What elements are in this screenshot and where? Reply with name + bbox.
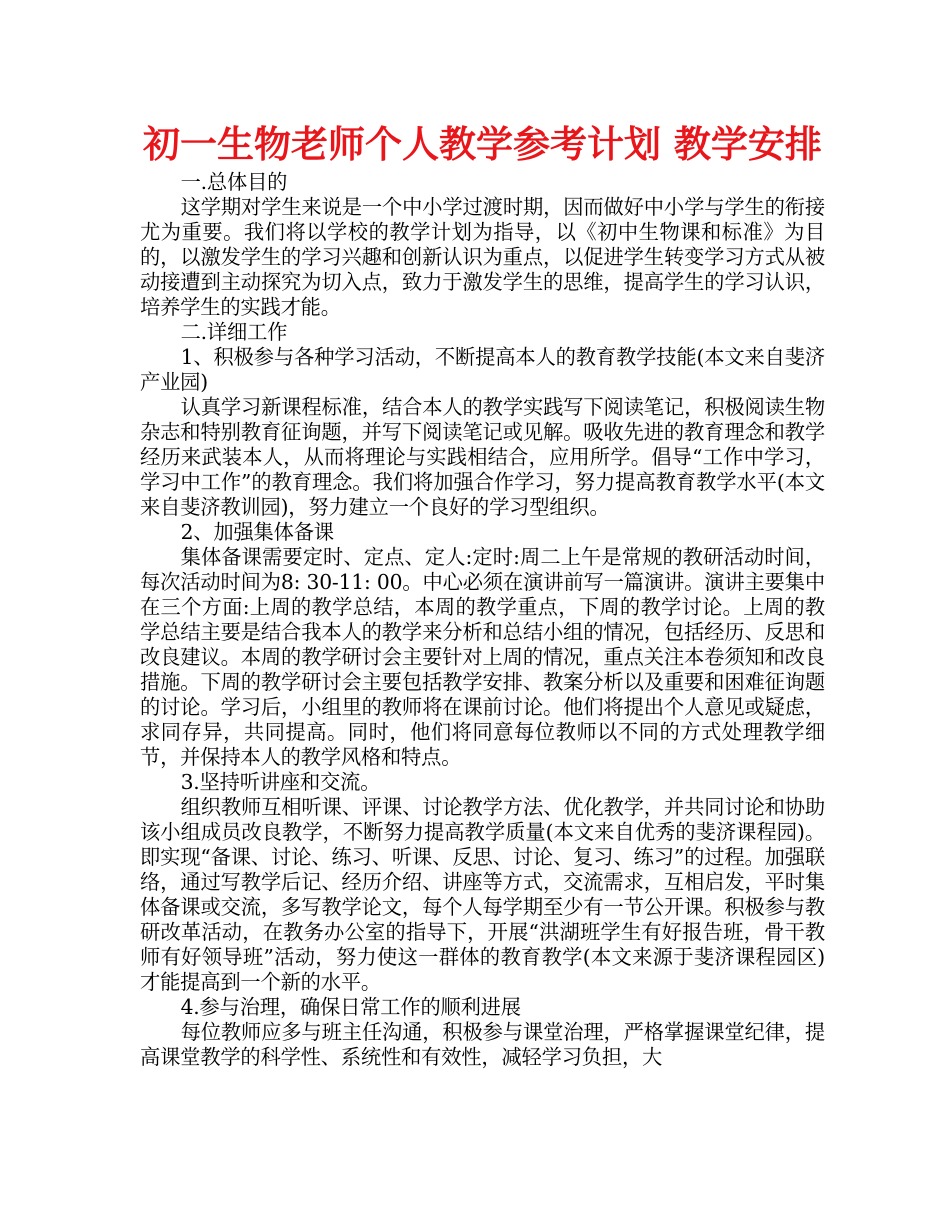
paragraph-learning-activities: 认真学习新课程标准，结合本人的教学实践写下阅读笔记，积极阅读生物杂志和特别教育征询题，并写下阅读笔记或见解。吸收先进的教育理念和教学经历来武装本人，从而将理论与实践相结合，应用所学。倡导“工作中学习，学习中工作”的教育理念。我们将加强合作学习，努力提高教育教学水平(本文来自斐济教训园)，努力建立一个良好的学习型组织。: [140, 395, 825, 519]
subheading-management: 4.参与治理，确保日常工作的顺利进展: [180, 995, 521, 1019]
paragraph-collective-preparation: 集体备课需要定时、定点、定人:定时:周二上午是常规的教研活动时间，每次活动时间为8: 30-11: 00。中心必须在演讲前写一篇演讲。演讲主要集中在三个方面:上周的教学总结，本周的教学重点，下周的教学讨论。上周的教学总结主要是结合我本人的教学来分析和总结小组的情况，包括经历、反思和改良建议。本周的教学研讨会主要针对上周的情况，重点关注本卷须知和改良措施。下周的教学研讨会主要包括教学安排、教案分析以及重要和困难征询题的讨论。学习后，小组里的教师将在课前讨论。他们将提出个人意见或疑虑，求同存异，共同提高。同时，他们将同意每位教师以不同的方式处理教学细节，并保持本人的教学风格和特点。: [140, 545, 825, 769]
document-title: 初一生物老师个人教学参考计划 教学安排: [143, 123, 822, 166]
subheading-learning-activities: 1、积极参与各种学习活动，不断提高本人的教育教学技能(本文来自斐济产业园): [140, 345, 825, 394]
paragraph-general-goal: 这学期对学生来说是一个中小学过渡时期，因而做好中小学与学生的衔接尤为重要。我们将以学校的教学计划为指导，以《初中生物课和标准》为目的，以激发学生的学习兴趣和创新认识为重点，以促进学生转变学习方式从被动接遭到主动探究为切入点，致力于激发学生的思维，提高学生的学习认识，培养学生的实践才能。: [140, 195, 825, 319]
heading-general-goal: 一.总体目的: [180, 170, 288, 194]
document-page: [140, 120, 825, 1070]
paragraph-lectures-exchange: 组织教师互相听课、评课、讨论教学方法、优化教学，并共同讨论和协助该小组成员改良教学，不断努力提高教学质量(本文来自优秀的斐济课程园)。即实现“备课、讨论、练习、听课、反思、讨论、复习、练习”的过程。加强联络，通过写教学后记、经历介绍、讲座等方式，交流需求，互相启发，平时集体备课或交流，多写教学论文，每个人每学期至少有一节公开课。积极参与教研改革活动，在教务办公室的指导下，开展“洪湖班学生有好报告班，骨干教师有好领导班”活动，努力使这一群体的教育教学(本文来源于斐济课程园区)才能提高到一个新的水平。: [140, 795, 825, 994]
paragraph-management: 每位教师应多与班主任沟通，积极参与课堂治理，严格掌握课堂纪律，提高课堂教学的科学性、系统性和有效性，减轻学习负担，大: [140, 1020, 825, 1069]
document-body: [140, 170, 825, 1070]
heading-detailed-work: 二.详细工作: [180, 320, 288, 344]
subheading-lectures-exchange: 3.坚持听讲座和交流。: [180, 770, 381, 794]
subheading-collective-preparation: 2、加强集体备课: [180, 520, 334, 544]
